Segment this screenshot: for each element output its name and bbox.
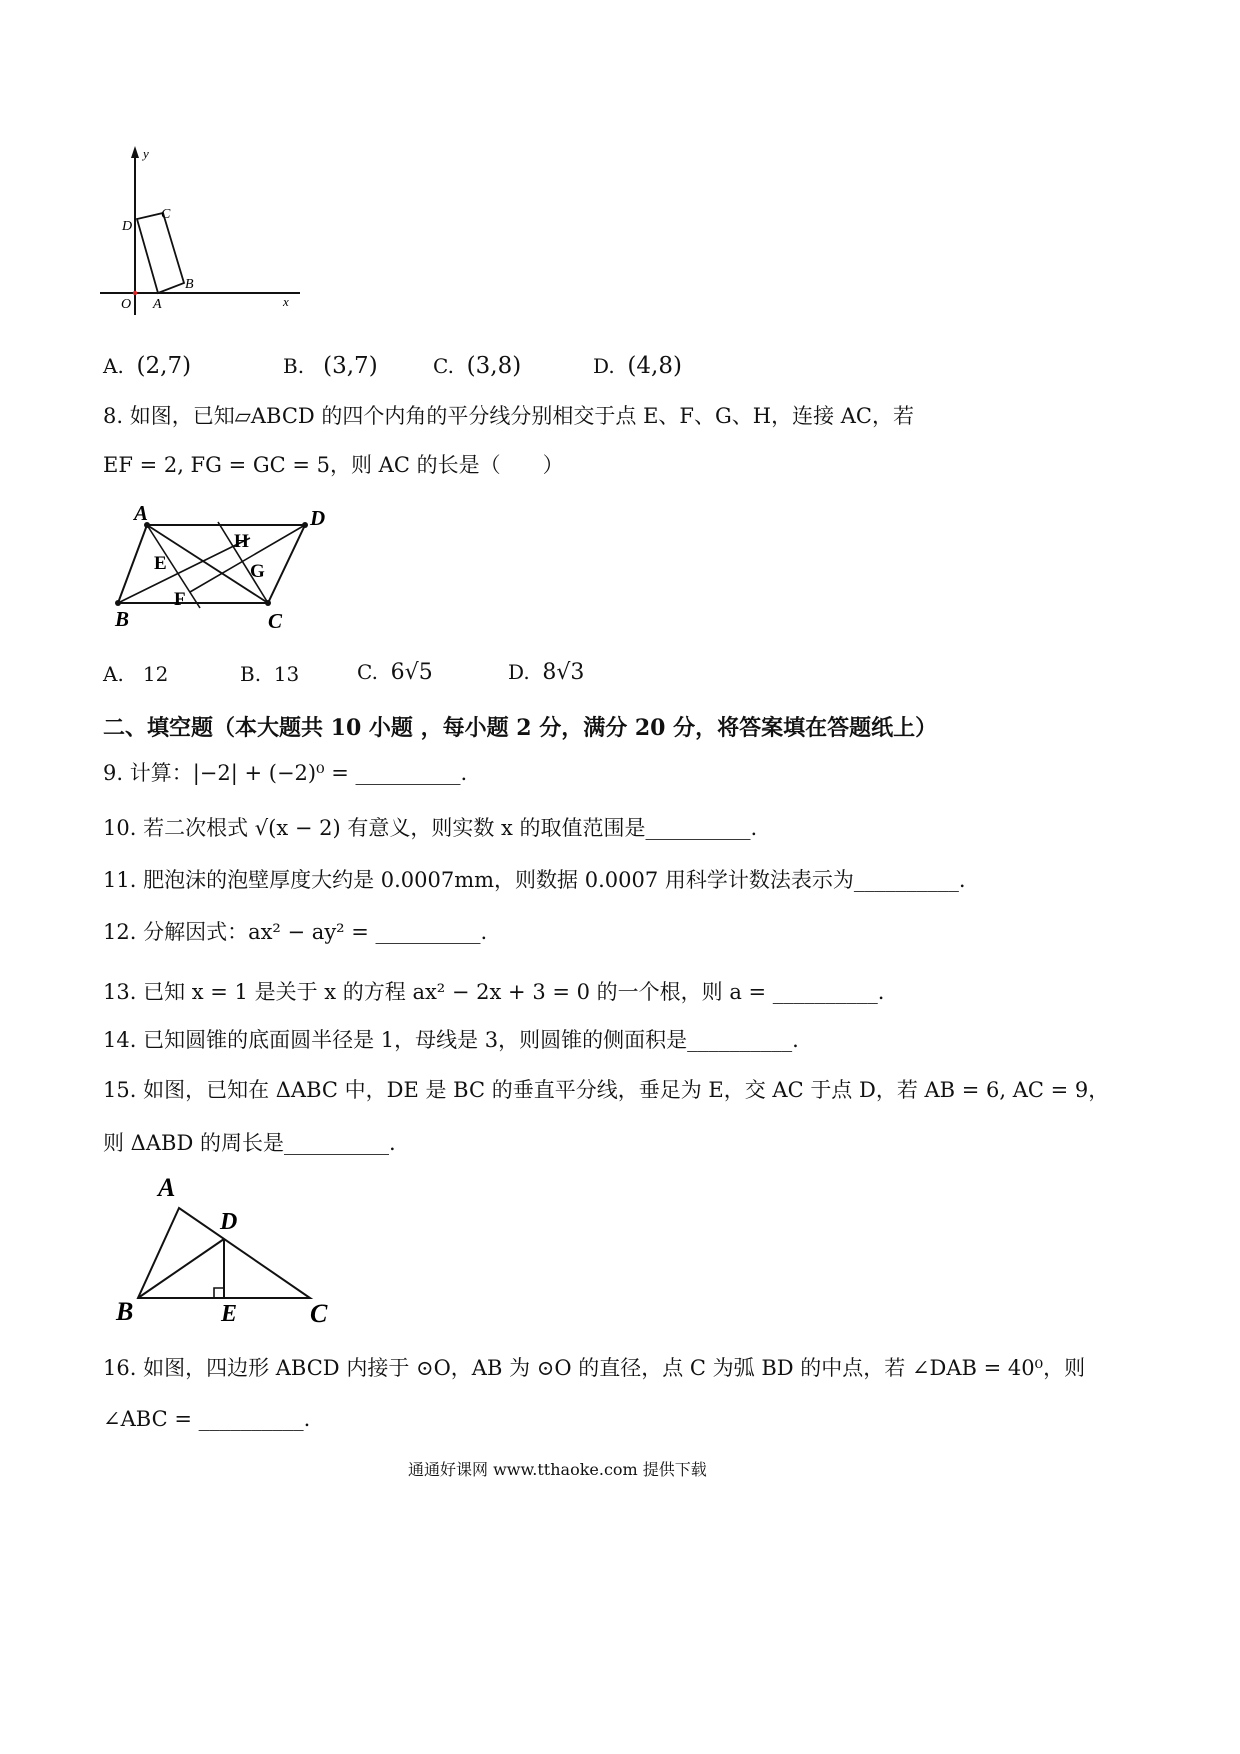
label-a: A <box>153 297 162 312</box>
q8-option-d: D. 8√3 <box>508 660 585 685</box>
q8-option-b: B. 13 <box>240 662 300 686</box>
label-d: D <box>220 1209 238 1235</box>
label-b: B <box>115 607 130 631</box>
origin-dot <box>133 291 137 295</box>
question-15-line2: 则 ΔABD 的周长是__________. <box>103 1131 396 1155</box>
q8-option-c: C. 6√5 <box>357 660 433 685</box>
label-c: C <box>161 207 171 222</box>
q7-option-c: C. (3,8) <box>433 353 522 379</box>
question-16-line1: 16. 如图，四边形 ABCD 内接于 ⊙O，AB 为 ⊙O 的直径，点 C 为弧 BD 的中点，若 ∠DAB = 40⁰，则 <box>103 1356 1086 1380</box>
question-11: 11. 肥泡沫的泡壁厚度大约是 0.0007mm，则数据 0.0007 用科学计数法表示为__________. <box>103 868 966 892</box>
parallelogram-abcd <box>118 525 305 603</box>
label-e: E <box>221 1301 238 1327</box>
q7-option-c-value: (3,8) <box>466 353 522 379</box>
label-b: B <box>185 277 194 292</box>
label-a: A <box>158 1173 176 1202</box>
coordinate-figure <box>95 140 325 325</box>
q8-option-a: A. 12 <box>103 662 169 686</box>
label-y: y <box>143 146 149 161</box>
label-x: x <box>283 294 289 309</box>
q7-option-a-value: (2,7) <box>136 353 192 379</box>
q7-option-a: A. (2,7) <box>103 353 192 379</box>
question-14: 14. 已知圆锥的底面圆半径是 1，母线是 3，则圆锥的侧面积是__________. <box>103 1028 799 1052</box>
parallelogram-figure <box>100 500 345 635</box>
label-g: G <box>250 561 265 582</box>
label-d: D <box>122 219 133 234</box>
q8-option-a-value: 12 <box>142 662 169 686</box>
label-h: H <box>234 531 249 552</box>
label-b: B <box>116 1297 134 1326</box>
label-o: O <box>121 297 132 312</box>
question-16-line2: ∠ABC = __________. <box>103 1407 311 1431</box>
q7-option-d: D. (4,8) <box>593 353 682 379</box>
label-d: D <box>310 506 326 530</box>
label-f: F <box>174 589 186 610</box>
question-15-line1: 15. 如图，已知在 ΔABC 中，DE 是 BC 的垂直平分线，垂足为 E，交 AC 于点 D，若 AB = 6, AC = 9， <box>103 1078 1110 1102</box>
label-c: C <box>268 609 283 633</box>
q7-option-b-value: (3,7) <box>323 353 378 379</box>
q7-option-b: B. (3,7) <box>283 353 378 379</box>
triangle-figure <box>110 1172 350 1332</box>
section-heading: 二、填空题（本大题共 10 小题 ，每小题 2 分，满分 20 分，将答案填在答题纸上） <box>103 715 938 741</box>
q8-option-d-value: 8√3 <box>542 660 585 685</box>
vertex-d-dot <box>302 522 308 528</box>
question-9: 9. 计算：|−2| + (−2)⁰ = __________. <box>103 761 468 785</box>
q8-option-b-value: 13 <box>273 662 300 686</box>
q8-line1: 8. 如图，已知▱ABCD 的四个内角的平分线分别相交于点 E、F、G、H，连接 AC，若 <box>103 404 914 428</box>
rectangle-abcd <box>137 213 184 293</box>
vertex-b-dot <box>115 600 121 606</box>
vertex-c-dot <box>265 600 271 606</box>
y-axis-arrow <box>131 146 139 158</box>
question-13: 13. 已知 x = 1 是关于 x 的方程 ax² − 2x + 3 = 0 的一个根，则 a = __________. <box>103 980 885 1004</box>
q8-option-c-value: 6√5 <box>390 660 433 685</box>
label-e: E <box>154 553 167 574</box>
page-footer: 通通好课网 www.tthaoke.com 提供下载 <box>408 1460 707 1479</box>
question-10: 10. 若二次根式 √(x − 2) 有意义，则实数 x 的取值范围是__________. <box>103 816 758 840</box>
q8-line2: EF = 2, FG = GC = 5，则 AC 的长是（ ） <box>103 453 564 477</box>
label-c: C <box>310 1299 328 1328</box>
label-a: A <box>134 501 149 525</box>
right-angle-mark <box>214 1288 224 1298</box>
q7-option-d-value: (4,8) <box>627 353 682 379</box>
question-12: 12. 分解因式：ax² − ay² = __________. <box>103 920 488 944</box>
